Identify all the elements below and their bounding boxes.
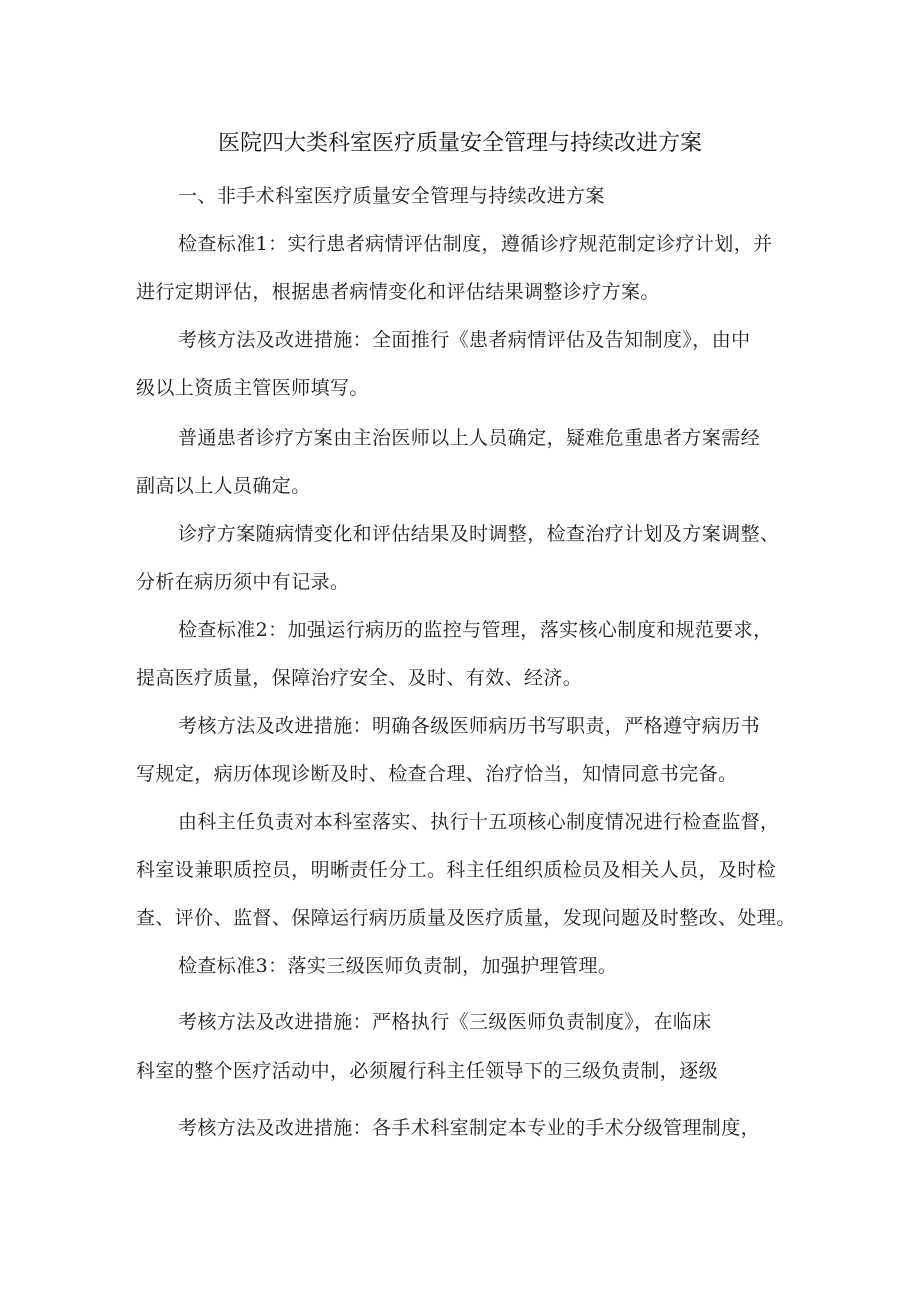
- paragraph-line: 查、评价、监督、保障运行病历质量及医疗质量，发现问题及时整改、处理。: [136, 907, 796, 929]
- paragraph-line: 分析在病历须中有记录。: [136, 571, 350, 593]
- paragraph-line: 由科主任负责对本科室落实、执行十五项核心制度情况进行检查监督，: [178, 811, 780, 833]
- paragraph-line: 科室的整个医疗活动中，必须履行科主任领导下的三级负责制，逐级: [136, 1060, 719, 1082]
- paragraph-line: 提高医疗质量，保障治疗安全、及时、有效、经济。: [136, 667, 583, 689]
- paragraph-line: 考核方法及改进措施：严格执行《三级医师负责制度》，在临床: [178, 1011, 712, 1033]
- paragraph-line: 考核方法及改进措施：全面推行《患者病情评估及告知制度》，由中: [178, 329, 751, 351]
- paragraph-line: 科室设兼职质控员，明晰责任分工。科主任组织质检员及相关人员，及时检: [136, 859, 777, 881]
- paragraph-line: 检查标准1：实行患者病情评估制度，遵循诊疗规范制定诊疗计划，并: [178, 233, 773, 255]
- document-title: 医院四大类科室医疗质量安全管理与持续改进方案: [217, 131, 702, 156]
- paragraph-line: 检查标准2：加强运行病历的监控与管理，落实核心制度和规范要求，: [178, 619, 773, 641]
- paragraph-line: 副高以上人员确定。: [136, 475, 311, 497]
- paragraph-line: 级以上资质主管医师填写。: [136, 377, 369, 399]
- paragraph-line: 进行定期评估，根据患者病情变化和评估结果调整诊疗方案。: [136, 281, 660, 303]
- paragraph-line: 考核方法及改进措施：明确各级医师病历书写职责，严格遵守病历书: [178, 715, 761, 737]
- paragraph-line: 检查标准3：落实三级医师负责制，加强护理管理。: [178, 955, 618, 977]
- paragraph-line: 写规定，病历体现诊断及时、检查合理、治疗恰当，知情同意书完备。: [136, 763, 738, 785]
- paragraph-line: 诊疗方案随病情变化和评估结果及时调整，检查治疗计划及方案调整、: [178, 523, 780, 545]
- section-heading: 一、非手术科室医疗质量安全管理与持续改进方案: [178, 185, 605, 207]
- paragraph-line: 普通患者诊疗方案由主治医师以上人员确定，疑难危重患者方案需经: [178, 427, 761, 449]
- paragraph-line: 考核方法及改进措施：各手术科室制定本专业的手术分级管理制度，: [178, 1117, 761, 1139]
